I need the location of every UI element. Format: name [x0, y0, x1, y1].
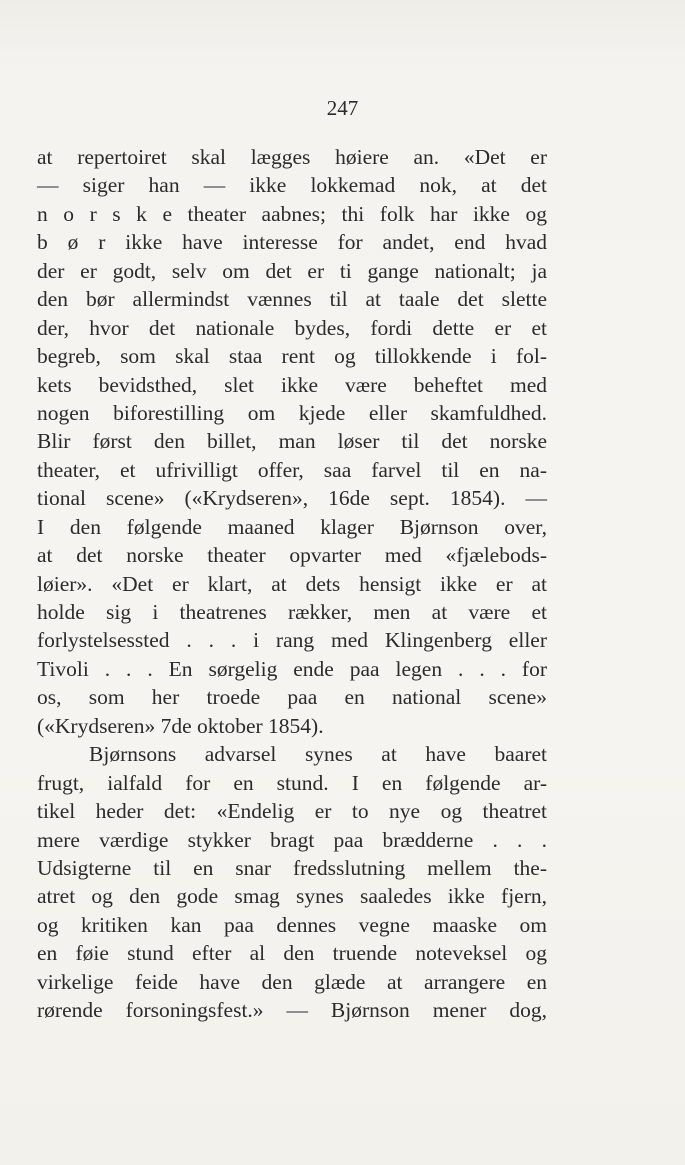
text-line: der er godt, selv om det er ti gange nationalt; ja [37, 258, 547, 283]
text-line: kets bevidsthed, slet ikke være beheftet med [37, 372, 547, 397]
text-line: Bjørnsons advarsel synes at have baaret [89, 742, 547, 767]
text-line: («Krydseren» 7de oktober 1854). [37, 713, 324, 738]
text-line: atret og den gode smag synes saaledes ikke fjern, [37, 884, 547, 909]
text-line: tikel heder det: «Endelig er to nye og theatret [37, 799, 547, 824]
text-line: Udsigterne til en snar fredsslutning mellem the- [37, 855, 547, 880]
text-line: b ø r ikke have interesse for andet, end hvad [37, 230, 547, 255]
text-line: at repertoiret skal lægges høiere an. «Det er [37, 145, 547, 169]
text-line: I den følgende maaned klager Bjørnson over, [37, 514, 547, 539]
text-line: løier». «Det er klart, at dets hensigt ikke er at [37, 571, 547, 596]
text-line: og kritiken kan paa dennes vegne maaske om [37, 912, 547, 937]
text-line: mere værdige stykker bragt paa brædderne . . . [37, 827, 547, 852]
text-line: frugt, ialfald for en stund. I en følgende ar- [37, 770, 547, 795]
text-line: rørende forsoningsfest.» — Bjørnson mener dog, [37, 998, 547, 1023]
text-line: — siger han — ikke lokkemad nok, at det [37, 173, 547, 198]
text-line: holde sig i theatrenes rækker, men at være et [37, 600, 547, 624]
text-line: n o r s k e theater aabnes; thi folk har ikke og [37, 201, 547, 226]
page-number: 247 [326, 96, 359, 120]
text-line: os, som her troede paa en national scene» [37, 685, 547, 710]
text-line: virkelige feide have den glæde at arrangere en [37, 969, 547, 994]
text-line: nogen biforestilling om kjede eller skamfuldhed. [37, 400, 547, 425]
text-line: theater, et ufrivilligt offer, saa farvel til en na- [37, 457, 547, 482]
text-line: forlystelsessted . . . i rang med Klingenberg eller [37, 628, 547, 653]
text-line: den bør allermindst vænnes til at taale det slette [37, 287, 547, 312]
text-line: Blir først den billet, man løser til det norske [37, 429, 547, 454]
text-line: en føie stund efter al den truende noteveksel og [37, 941, 547, 966]
text-line: begreb, som skal staa rent og tillokkende i fol- [37, 344, 547, 369]
body-text [37, 143, 547, 1025]
text-line: Tivoli . . . En sørgelig ende paa legen . . . for [37, 656, 547, 681]
text-line: der, hvor det nationale bydes, fordi dette er et [37, 315, 547, 340]
text-line: at det norske theater opvarter med «fjælebods- [37, 543, 547, 568]
text-line: tional scene» («Krydseren», 16de sept. 1854). — [37, 486, 547, 511]
